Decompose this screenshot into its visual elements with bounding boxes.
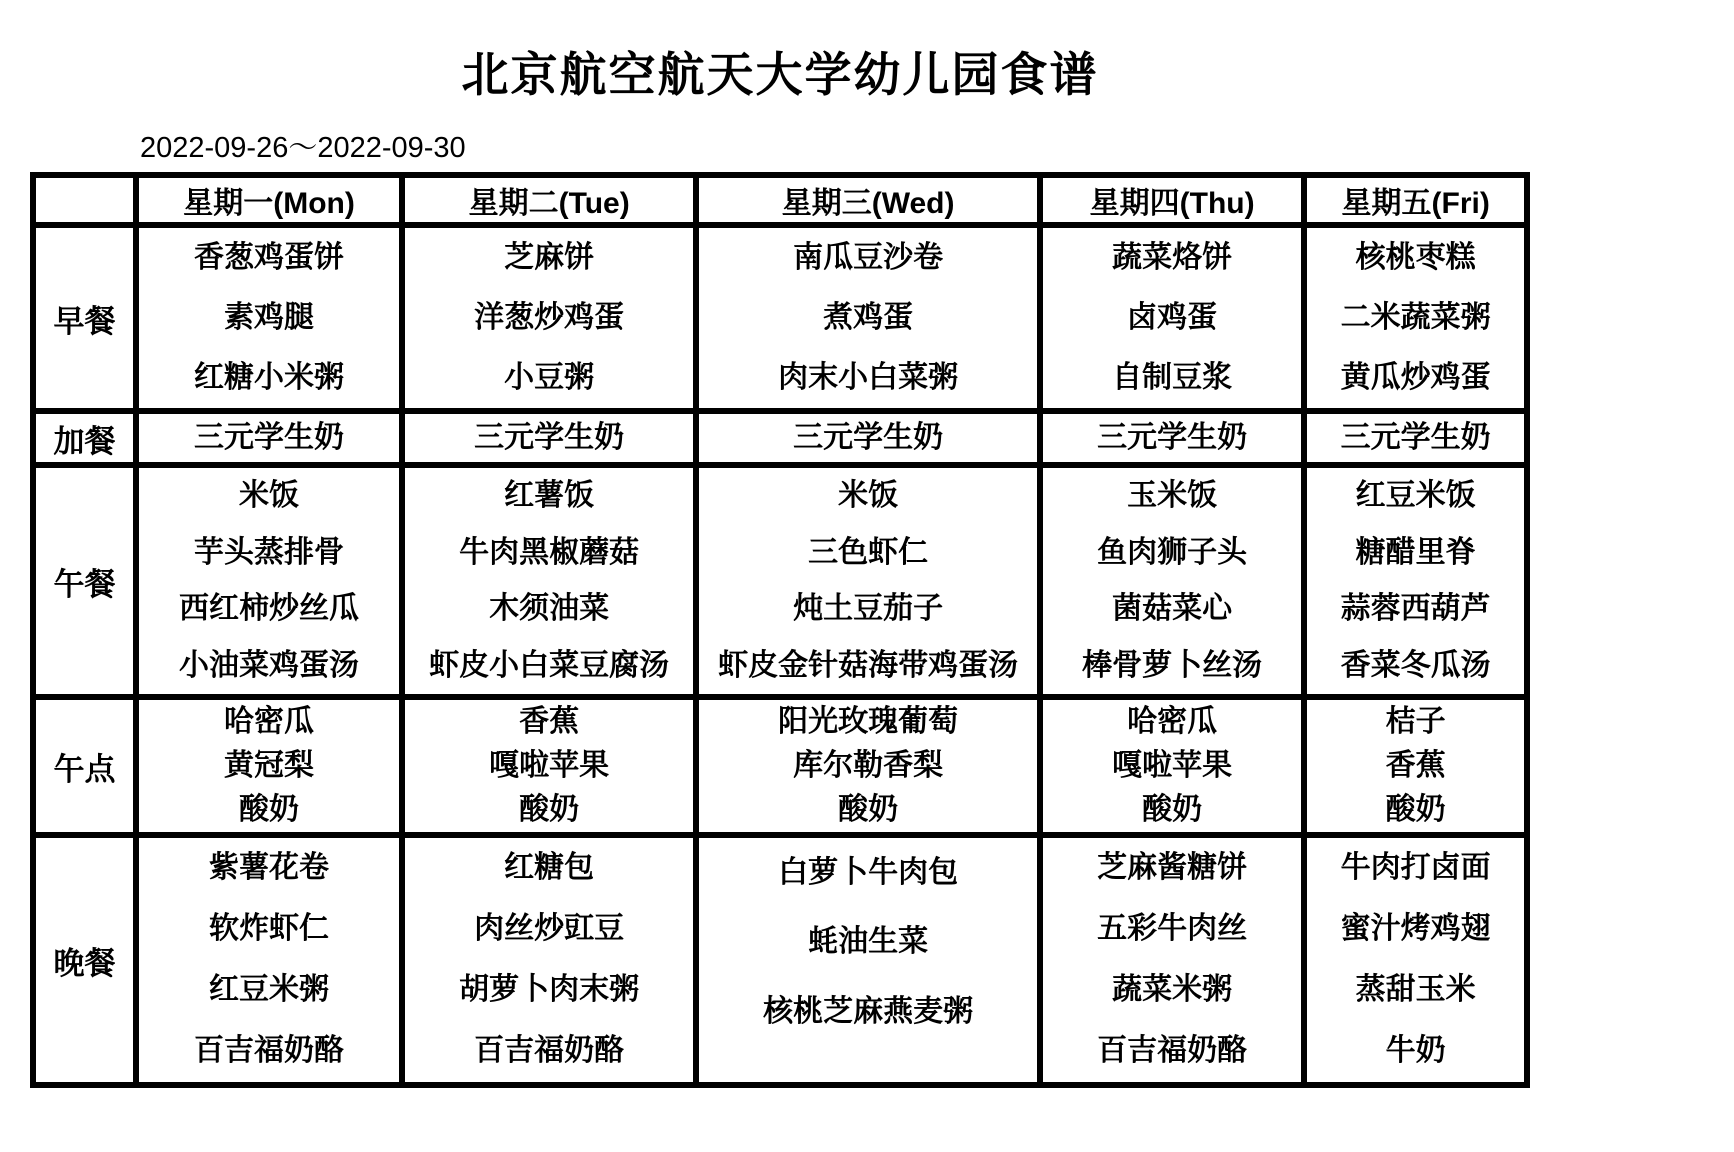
menu-item: 红糖包	[504, 851, 595, 885]
menu-cell-lunch-day3	[696, 465, 1040, 697]
menu-item: 西红柿炒丝瓜	[179, 592, 360, 625]
menu-item: 肉末小白菜粥	[778, 360, 959, 394]
menu-cell-breakfast-day4	[1040, 225, 1304, 411]
day-header-4: 星期五(Fri)	[1304, 175, 1527, 225]
meal-row-dinner	[33, 835, 1527, 1085]
menu-item: 南瓜豆沙卷	[793, 240, 944, 274]
menu-item: 三色虾仁	[808, 535, 929, 569]
menu-item: 酸奶	[519, 792, 580, 826]
menu-item: 蒜蓉西葫芦	[1340, 592, 1491, 625]
menu-cell-lunch-day2	[402, 465, 696, 697]
menu-item: 蔬菜烙饼	[1112, 240, 1233, 274]
menu-item: 三元学生奶	[793, 420, 944, 454]
menu-item: 酸奶	[239, 792, 300, 826]
meal-row-lunch	[33, 465, 1527, 697]
menu-cell-morning-snack-day1	[136, 411, 402, 465]
menu-item: 卤鸡蛋	[1127, 300, 1218, 334]
menu-item: 软炸虾仁	[209, 912, 330, 946]
menu-item: 三元学生奶	[474, 420, 625, 454]
meal-label-morning-snack: 加餐	[33, 411, 136, 465]
menu-table-body	[33, 225, 1527, 1085]
menu-item: 黄瓜炒鸡蛋	[1340, 360, 1491, 394]
menu-item: 紫薯花卷	[209, 851, 330, 885]
menu-item: 百吉福奶酪	[194, 1034, 345, 1068]
menu-item: 香菜冬瓜汤	[1340, 648, 1491, 682]
menu-item: 酸奶	[1385, 792, 1446, 826]
menu-item: 酸奶	[1142, 792, 1203, 826]
menu-cell-lunch-day1	[136, 465, 402, 697]
menu-item: 自制豆浆	[1112, 360, 1233, 394]
meal-row-breakfast	[33, 225, 1527, 411]
menu-cell-dinner-day1	[136, 835, 402, 1085]
menu-cell-dinner-day2	[402, 835, 696, 1085]
menu-item: 素鸡腿	[224, 300, 315, 334]
day-header-1: 星期二(Tue)	[402, 175, 696, 225]
menu-item: 五彩牛肉丝	[1097, 912, 1248, 946]
meal-label-breakfast: 早餐	[33, 225, 136, 411]
menu-cell-afternoon-snack-day1	[136, 697, 402, 835]
menu-item: 酸奶	[838, 792, 899, 826]
menu-item: 蚝油生菜	[808, 925, 929, 959]
menu-item: 鱼肉狮子头	[1097, 535, 1248, 569]
menu-item: 红豆米粥	[209, 973, 330, 1007]
menu-item: 米饭	[838, 479, 899, 512]
menu-item: 百吉福奶酪	[1097, 1034, 1248, 1068]
menu-item: 芋头蒸排骨	[194, 535, 345, 569]
menu-item: 百吉福奶酪	[474, 1034, 625, 1068]
menu-item: 红豆米饭	[1355, 479, 1476, 512]
menu-item: 桔子	[1385, 704, 1446, 738]
menu-item: 三元学生奶	[1340, 420, 1491, 454]
menu-item: 核桃芝麻燕麦粥	[763, 994, 974, 1028]
menu-item: 红糖小米粥	[194, 360, 345, 394]
menu-item: 小油菜鸡蛋汤	[179, 648, 360, 682]
menu-cell-lunch-day4	[1040, 465, 1304, 697]
menu-item: 核桃枣糕	[1355, 240, 1476, 274]
day-header-0: 星期一(Mon)	[136, 175, 402, 225]
day-header-row	[33, 175, 1527, 225]
meal-label-dinner: 晚餐	[33, 835, 136, 1085]
menu-item: 蜜汁烤鸡翅	[1340, 912, 1491, 946]
menu-item: 洋葱炒鸡蛋	[474, 300, 625, 334]
menu-item: 三元学生奶	[1097, 420, 1248, 454]
menu-cell-dinner-day4	[1040, 835, 1304, 1085]
menu-cell-breakfast-day5	[1304, 225, 1527, 411]
menu-item: 蔬菜米粥	[1112, 973, 1233, 1007]
menu-item: 木须油菜	[489, 592, 610, 625]
menu-cell-dinner-day3	[696, 835, 1040, 1085]
menu-item: 糖醋里脊	[1355, 535, 1476, 569]
menu-item: 二米蔬菜粥	[1340, 300, 1491, 334]
menu-item: 牛奶	[1385, 1034, 1446, 1068]
menu-item: 库尔勒香梨	[793, 748, 944, 782]
menu-item: 肉丝炒豇豆	[474, 912, 625, 946]
menu-table	[30, 172, 1530, 1088]
menu-cell-afternoon-snack-day4	[1040, 697, 1304, 835]
menu-cell-breakfast-day1	[136, 225, 402, 411]
menu-item: 香蕉	[1385, 748, 1446, 782]
menu-cell-morning-snack-day3	[696, 411, 1040, 465]
menu-item: 玉米饭	[1127, 479, 1218, 512]
menu-item: 红薯饭	[504, 479, 595, 512]
day-header-2: 星期三(Wed)	[696, 175, 1040, 225]
menu-cell-breakfast-day3	[696, 225, 1040, 411]
menu-cell-lunch-day5	[1304, 465, 1527, 697]
menu-item: 牛肉打卤面	[1340, 851, 1491, 885]
menu-item: 蒸甜玉米	[1355, 973, 1476, 1007]
menu-item: 嘎啦苹果	[489, 748, 610, 782]
menu-item: 哈密瓜	[1127, 704, 1218, 738]
menu-cell-morning-snack-day2	[402, 411, 696, 465]
menu-item: 煮鸡蛋	[823, 300, 914, 334]
meal-label-afternoon-snack: 午点	[33, 697, 136, 835]
menu-item: 三元学生奶	[194, 420, 345, 454]
menu-item: 香蕉	[519, 704, 580, 738]
menu-item: 芝麻饼	[504, 240, 595, 274]
menu-item: 胡萝卜肉末粥	[459, 973, 640, 1007]
meal-label-lunch: 午餐	[33, 465, 136, 697]
menu-item: 小豆粥	[504, 360, 595, 394]
meal-row-morning-snack	[33, 411, 1527, 465]
corner-cell	[33, 175, 136, 225]
menu-item: 哈密瓜	[224, 704, 315, 738]
menu-item: 嘎啦苹果	[1112, 748, 1233, 782]
menu-item: 芝麻酱糖饼	[1097, 851, 1248, 885]
menu-item: 阳光玫瑰葡萄	[778, 704, 959, 738]
menu-item: 虾皮金针菇海带鸡蛋汤	[718, 648, 1019, 682]
menu-item: 棒骨萝卜丝汤	[1082, 648, 1263, 682]
menu-cell-afternoon-snack-day3	[696, 697, 1040, 835]
menu-cell-breakfast-day2	[402, 225, 696, 411]
menu-item: 炖土豆茄子	[793, 592, 944, 625]
menu-item: 米饭	[239, 479, 300, 512]
menu-cell-afternoon-snack-day5	[1304, 697, 1527, 835]
page-title: 北京航空航天大学幼儿园食谱	[461, 48, 1099, 101]
menu-item: 香葱鸡蛋饼	[194, 240, 345, 274]
menu-cell-morning-snack-day4	[1040, 411, 1304, 465]
menu-cell-dinner-day5	[1304, 835, 1527, 1085]
menu-item: 白萝卜牛肉包	[778, 855, 959, 889]
menu-item: 黄冠梨	[224, 748, 315, 782]
day-header-3: 星期四(Thu)	[1040, 175, 1304, 225]
menu-cell-afternoon-snack-day2	[402, 697, 696, 835]
menu-cell-morning-snack-day5	[1304, 411, 1527, 465]
date-range: 2022-09-26～2022-09-30	[140, 132, 466, 164]
menu-item: 牛肉黑椒蘑菇	[459, 535, 640, 569]
menu-item: 虾皮小白菜豆腐汤	[429, 648, 670, 682]
menu-item: 菌菇菜心	[1112, 592, 1233, 625]
meal-row-afternoon-snack	[33, 697, 1527, 835]
